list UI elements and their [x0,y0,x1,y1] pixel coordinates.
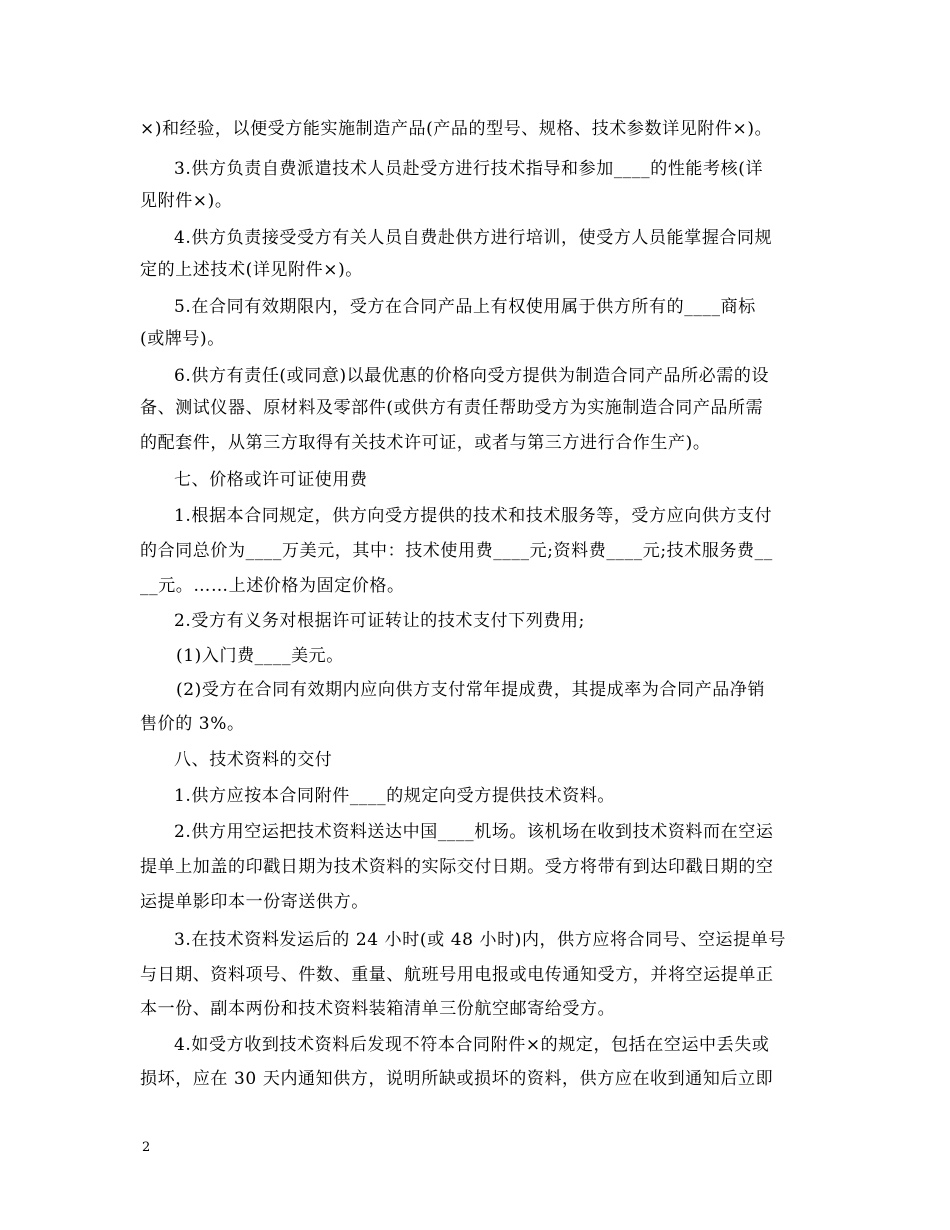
text-line: 1.根据本合同规定，供方向受方提供的技术和技术服务等，受方应向供方支付 [174,506,773,526]
text-line: 定的上述技术(详见附件×)。 [140,260,363,280]
section-heading: 七、价格或许可证使用费 [174,470,368,490]
text-line: 3.供方负责自费派遣技术人员赴受方进行技术指导和参加____的性能考核(详 [174,159,764,179]
text-line: 本一份、副本两份和技术资料装箱清单三份航空邮寄给受方。 [140,999,616,1019]
text-line: 6.供方有责任(或同意)以最优惠的价格向受方提供为制造合同产品所必需的设 [174,366,770,386]
text-line: 与日期、资料项号、件数、重量、航班号用电报或电传通知受方，并将空运提单正 [140,965,774,985]
text-line: 2.供方用空运把技术资料送达中国____机场。该机场在收到技术资料而在空运 [174,822,774,842]
text-line: 损坏，应在 30 天内通知供方，说明所缺或损坏的资料，供方应在收到通知后立即 [140,1069,774,1089]
page-number: 2 [142,1140,151,1155]
text-line: 2.受方有义务对根据许可证转让的技术支付下列费用; [174,611,585,631]
text-line: 提单上加盖的印戳日期为技术资料的实际交付日期。受方将带有到达印戳日期的空 [140,857,774,877]
text-line: 备、测试仪器、原材料及零部件(或供方有责任帮助受方为实施制造合同产品所需 [140,398,764,418]
text-line: 运提单影印本一份寄送供方。 [140,892,369,912]
text-line: 售价的 3%。 [140,714,245,734]
text-line: 见附件×)。 [140,191,233,211]
text-line: 的合同总价为____万美元，其中：技术使用费____元;资料费____元;技术服务费__ [140,541,773,561]
text-line: 4.供方负责接受受方有关人员自费赴供方进行培训，使受方人员能掌握合同规 [174,228,773,248]
text-line: ×)和经验，以便受方能实施制造产品(产品的型号、规格、技术参数详见附件×)。 [140,119,773,139]
text-line: 的配套件，从第三方取得有关技术许可证，或者与第三方进行合作生产)。 [140,433,711,453]
text-line: 5.在合同有效期限内，受方在合同产品上有权使用属于供方所有的____商标 [174,297,756,317]
text-line: 1.供方应按本合同附件____的规定向受方提供技术资料。 [174,786,616,806]
text-line: 4.如受方收到技术资料后发现不符本合同附件×的规定，包括在空运中丢失或 [174,1035,770,1055]
text-line: (或牌号)。 [140,329,225,349]
text-line: (2)受方在合同有效期内应向供方支付常年提成费，其提成率为合同产品净销 [176,680,766,700]
section-heading: 八、技术资料的交付 [174,750,333,770]
text-line: 3.在技术资料发运后的 24 小时(或 48 小时)内，供方应将合同号、空运提单号 [174,930,786,950]
text-line: (1)入门费____美元。 [176,646,344,666]
text-line: __元。……上述价格为固定价格。 [140,576,405,596]
